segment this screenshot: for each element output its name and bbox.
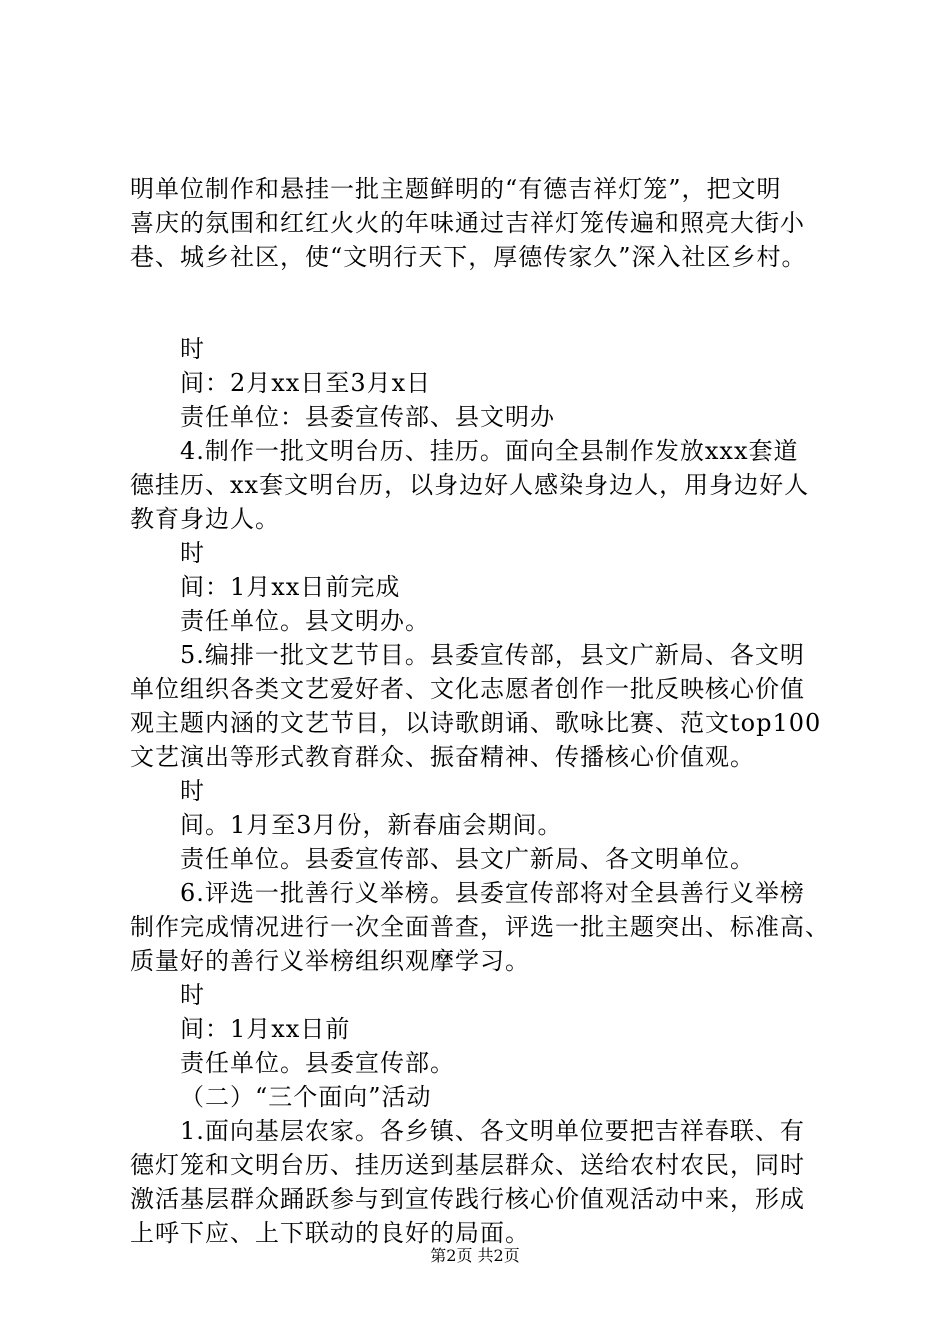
text-line: （二）“三个面向”活动 — [180, 1083, 432, 1111]
text-line: 责任单位。县文明办。 — [180, 607, 430, 635]
text-line: 激活基层群众踊跃参与到宣传践行核心价值观活动中来，形成 — [130, 1185, 805, 1213]
paragraph-gap — [130, 274, 830, 332]
text-line: 巷、城乡社区，使“文明行天下，厚德传家久”深入社区乡村。 — [130, 243, 807, 271]
text-line: 责任单位：县委宣传部、县文明办 — [180, 403, 555, 431]
text-line: 单位组织各类文艺爱好者、文化志愿者创作一批反映核心价值 — [130, 675, 805, 703]
text-line: 时 — [180, 981, 205, 1009]
text-line: 4.制作一批文明台历、挂历。面向全县制作发放xxx套道 — [180, 437, 799, 465]
text-line: 上呼下应、上下联动的良好的局面。 — [130, 1219, 530, 1247]
text-line: 1.面向基层农家。各乡镇、各文明单位要把吉祥春联、有 — [180, 1117, 805, 1145]
text-line: 德挂历、xx套文明台历，以身边好人感染身边人，用身边好人 — [130, 471, 810, 499]
text-line: 明单位制作和悬挂一批主题鲜明的“有德吉祥灯笼”，把文明 — [130, 175, 782, 203]
text-line: 时 — [180, 539, 205, 567]
text-line: 德灯笼和文明台历、挂历送到基层群众、送给农村农民，同时 — [130, 1151, 805, 1179]
text-line: 间：1月xx日前完成 — [180, 573, 401, 601]
text-line: 责任单位。县委宣传部、县文广新局、各文明单位。 — [180, 845, 755, 873]
text-line: 文艺演出等形式教育群众、振奋精神、传播核心价值观。 — [130, 743, 755, 771]
text-line: 时 — [180, 335, 205, 363]
text-line: 责任单位。县委宣传部。 — [180, 1049, 455, 1077]
text-line: 间：1月xx日前 — [180, 1015, 351, 1043]
text-line: 6.评选一批善行义举榜。县委宣传部将对全县善行义举榜 — [180, 879, 805, 907]
text-line: 5.编排一批文艺节目。县委宣传部，县文广新局、各文明 — [180, 641, 805, 669]
text-line: 教育身边人。 — [130, 505, 280, 533]
text-line: 制作完成情况进行一次全面普查，评选一批主题突出、标准高、 — [130, 913, 830, 941]
text-line: 喜庆的氛围和红红火火的年味通过吉祥灯笼传遍和照亮大街小 — [130, 209, 805, 237]
text-line: 间。1月至3月份，新春庙会期间。 — [180, 811, 563, 839]
text-line: 观主题内涵的文艺节目，以诗歌朗诵、歌咏比赛、范文top100 — [130, 709, 822, 737]
text-line: 质量好的善行义举榜组织观摩学习。 — [130, 947, 530, 975]
text-line: 时 — [180, 777, 205, 805]
page-footer: 第2页 共2页 — [430, 1246, 520, 1265]
text-line: 间：2月xx日至3月x日 — [180, 369, 432, 397]
document-body — [130, 172, 830, 1250]
